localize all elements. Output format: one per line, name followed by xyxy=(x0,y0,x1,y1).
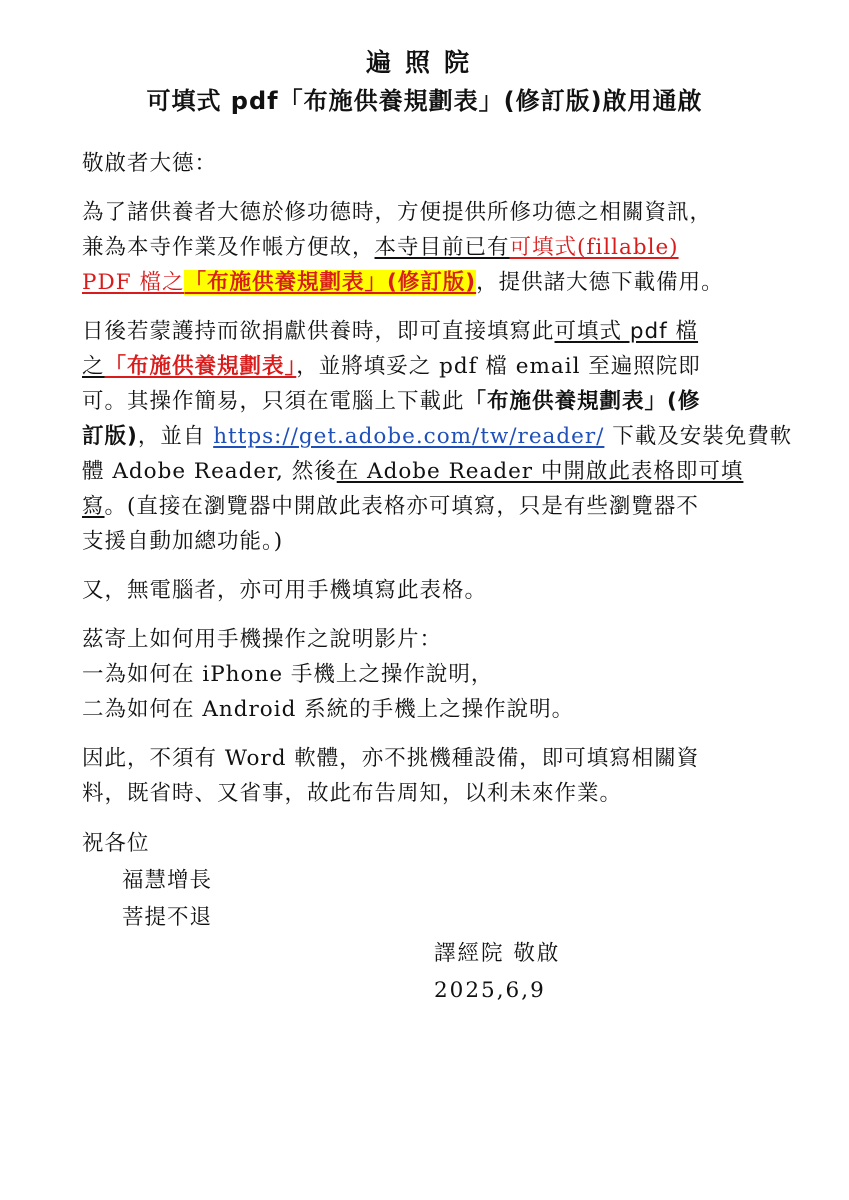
videos-line-3: 二為如何在 Android 系統的手機上之操作說明。 xyxy=(82,697,575,722)
conclusion-line-1: 因此，不須有 Word 軟體，亦不挑機種設備，即可填寫相關資 xyxy=(82,746,700,771)
intro-line-1: 為了諸供養者大德於修功德時，方便提供所修功德之相關資訊， xyxy=(82,200,713,225)
videos-line-1: 茲寄上如何用手機操作之說明影片： xyxy=(82,627,443,652)
closing-line-2: 福慧增長 xyxy=(122,868,213,893)
instr-line-5: 體 Adobe Reader, 然後在 Adobe Reader 中開啟此表格即可填 xyxy=(82,459,744,484)
instr-line-7: 支援自動加總功能。) xyxy=(82,529,284,554)
instr-line-2: 之「布施供養規劃表」，並將填妥之 pdf 檔 email 至遍照院即 xyxy=(82,354,701,379)
adobe-reader-link[interactable]: https://get.adobe.com/tw/reader/ xyxy=(213,424,605,449)
signature-date: 2025,6,9 xyxy=(434,978,546,1003)
instr-line-6: 寫。(直接在瀏覽器中開啟此表格亦可填寫，只是有些瀏覽器不 xyxy=(82,494,699,519)
paragraph-intro xyxy=(82,195,772,300)
intro-line-2: 兼為本寺作業及作帳方便故，本寺目前已有可填式(fillable) xyxy=(82,235,679,260)
notice-title: 可填式 pdf「布施供養規劃表」(修訂版)啟用通啟 xyxy=(146,87,703,115)
form-name-bold: 「布施供養規劃表」(修 xyxy=(464,389,701,414)
notice-body xyxy=(82,146,793,950)
instr-line-3: 可。其操作簡易，只須在電腦上下載此「布施供養規劃表」(修 xyxy=(82,389,701,414)
organization-heading: 遍照院 xyxy=(365,48,483,77)
instr-line-1: 日後若蒙護持而欲捐獻供養時，即可直接填寫此可填式 pdf 檔 xyxy=(82,319,699,344)
form-name-red: 「布施供養規劃表」 xyxy=(104,354,297,379)
closing-line-3: 菩提不退 xyxy=(122,905,213,930)
conclusion-line-2: 料，既省時、又省事，故此布告周知，以利未來作業。 xyxy=(82,781,623,806)
intro-line-3: PDF 檔之「布施供養規劃表」(修訂版)，提供諸大德下載備用。 xyxy=(82,270,724,295)
paragraph-videos xyxy=(82,622,772,727)
greeting: 敬啟者大德： xyxy=(82,151,218,176)
signature-name: 譯經院 敬啟 xyxy=(434,941,561,966)
paragraph-mobile: 又，無電腦者，亦可用手機填寫此表格。 xyxy=(82,578,488,603)
closing-blessing xyxy=(82,825,772,936)
paragraph-conclusion xyxy=(82,741,772,811)
paragraph-instructions xyxy=(82,314,793,559)
form-name-highlight: 「布施供養規劃表」(修訂版) xyxy=(184,270,477,295)
videos-line-2: 一為如何在 iPhone 手機上之操作說明， xyxy=(82,662,494,687)
signature-block xyxy=(434,935,560,1009)
underlined-text: 本寺目前已有 xyxy=(374,235,510,260)
instr-line-4: 訂版)，並自 https://get.adobe.com/tw/reader/ 下載及安裝免費軟 xyxy=(82,424,793,449)
fillable-label: 可填式(fillable) xyxy=(509,235,679,260)
closing-line-1: 祝各位 xyxy=(82,831,150,856)
